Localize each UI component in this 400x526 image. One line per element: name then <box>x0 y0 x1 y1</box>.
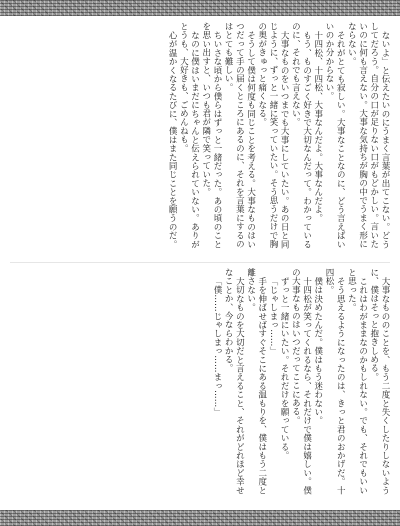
paragraph: もう、ものすごく好きで大切なんだって。わかっているのに、それでも言えない。 <box>290 22 312 248</box>
block-divider <box>10 262 390 263</box>
paragraph: 大事なものをいつまでも大事にしていたい。あの日と同じように、ずっと一緒に笑っていたい。そう思うだけで胸の奥がきゅっと痛くなる。 <box>256 22 290 249</box>
paragraph: それがとても寂しい。大事なことなのに、どう言えばいいのか分からない。 <box>323 22 346 248</box>
paragraph: そうして僕は何度も同じことを考える。大事なものはいつだって手の届くところにあるのに、それを言葉にするのはとても難しい。 <box>223 22 256 249</box>
paragraph: 十四松、十四松、大事なんだよ。大事なんだよ。 <box>312 30 323 222</box>
paragraph: なのに僕はいまだにちゃんと伝えられていない。ありがとうも、大好きも、ごめんねも。 <box>178 22 200 248</box>
paragraph: ちいさな頃から僕らはずっと一緒だった。あの頃のことを思い出すと、いつも君が隣で笑っていた。 <box>200 22 222 248</box>
paragraph: ないよ」と伝えたいのにうまく言葉が出てこない。どうしてだろう。自分の口が足りない口がもどかしい。言いたいのに何も言えない。大事な気持ちが胸の中でうまく形にならない。 <box>346 22 390 249</box>
paragraph: 大切なものを大切だと言えること、それがどれほど幸せなことか、今ならわかる。 <box>223 268 245 494</box>
top-halftone-band <box>0 0 400 16</box>
paragraph: 十四松が笑ってくれるなら、それだけで僕は嬉しい。僕の大事なものはいつだってここにある。 <box>290 268 312 494</box>
paragraph: 僕は決めたんだ。僕はもう迷わない。 <box>312 276 323 425</box>
lower-text-block <box>10 268 390 502</box>
dialogue-line: 「僕……じゃしまっ……まっ……」 <box>211 276 222 416</box>
bottom-halftone-band <box>0 510 400 526</box>
upper-text-block <box>10 22 390 256</box>
paragraph: 心が温かくなるたびに、僕はまた同じことを願うのだ。 <box>167 30 178 248</box>
paragraph: ずっと一緒にいたい。それだけを願っている。 <box>279 276 290 460</box>
paragraph: これはわがままなのかもしれない。でも、それでもいいと思った。 <box>346 268 368 494</box>
paragraph: そう思えるようになったのは、きっと君のおかげだ。十四松。 <box>323 268 346 494</box>
paragraph: 大事なもののことを、もう二度と失くしたりしないように、僕はそっと抱きしめる。 <box>368 268 390 494</box>
paragraph: 手を伸ばせばすぐそこにある温もりを、僕はもう二度と離さない。 <box>245 268 267 494</box>
document-page <box>10 22 390 504</box>
dialogue-line: 「じゃしまっ……」 <box>267 276 278 355</box>
